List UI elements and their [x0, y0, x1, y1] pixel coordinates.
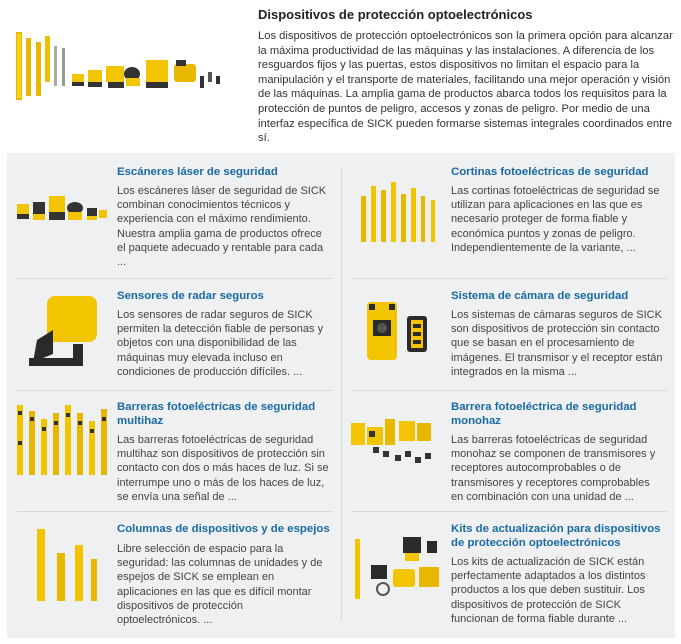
intro-section — [0, 0, 681, 150]
multibeam-title[interactable]: Barreras fotoeléctricas de seguridad multihaz — [117, 401, 316, 427]
radar-sensors-title[interactable]: Sensores de radar seguros — [117, 290, 264, 302]
row-divider — [351, 511, 667, 512]
multibeam-image — [13, 401, 111, 481]
singlebeam-title[interactable]: Barrera fotoeléctrica de seguridad monohaz — [451, 401, 637, 427]
radar-sensor-image — [13, 290, 111, 370]
upgrade-kits-image — [347, 523, 445, 603]
singlebeam-image — [347, 401, 445, 481]
light-curtains-description: Las cortinas fotoeléctricas de seguridad se utilizan para aplicaciones en las que es necesario proteger de forma fiable y económica puntos y zonas de peligro. Independientemente de la variante, ... — [451, 185, 660, 254]
radar-sensors-description: Los sensores de radar seguros de SICK permiten la detección fiable de personas y objetos con una disponibilidad de las máquinas muy elevada incluso en condiciones de producción difíciles. ... — [117, 309, 324, 378]
column-divider — [341, 167, 342, 621]
row-divider — [17, 278, 333, 279]
camera-system-image — [347, 290, 445, 370]
light-curtains-image — [347, 166, 445, 246]
upgrade-kits-description: Los kits de actualización de SICK están perfectamente adaptados a los distintos productos a los que deben sustituir. Los dispositivos de protección de SICK funcionan de forma fiable durante ... — [451, 556, 646, 625]
laser-scanners-image — [13, 166, 111, 246]
light-curtains-title[interactable]: Cortinas fotoeléctricas de seguridad — [451, 166, 649, 178]
camera-system-description: Los sistemas de cámaras seguros de SICK son dispositivos de protección sin contacto que se basan en el procesamiento de imágenes. El transmisor y el receptor están integrados en la misma ... — [451, 309, 663, 378]
row-divider — [17, 390, 333, 391]
singlebeam-description: Las barreras fotoeléctricas de seguridad monohaz se componen de transmisores y receptores autocomprobables o de transmisores y receptores comprobables en combinación con una unidad de ... — [451, 434, 656, 503]
category-grid — [7, 153, 675, 638]
row-divider — [351, 390, 667, 391]
laser-scanners-title[interactable]: Escáneres láser de seguridad — [117, 166, 278, 178]
laser-scanners-description: Los escáneres láser de seguridad de SICK combinan conocimientos técnicos y experiencia con el máximo rendimiento. Nuestra amplia gama de productos ofrece el paquete adecuado y rentable para cada ... — [117, 185, 327, 269]
row-divider — [17, 511, 333, 512]
columns-mirrors-image — [13, 523, 111, 603]
multibeam-description: Las barreras fotoeléctricas de seguridad multihaz son dispositivos de protección sin contacto con dos o más haces de luz. Si se interrumpe uno o más de los haces de luz, se envía una señal de ... — [117, 434, 329, 503]
page-title: Dispositivos de protección optoelectrónicos — [258, 7, 533, 22]
product-family-image — [14, 30, 242, 112]
columns-mirrors-description: Libre selección de espacio para la seguridad: las columnas de unidades y de espejos de SICK se emplean en aplicaciones en las que es difícil montar dispositivos de protección optoelectrónicos. ... — [117, 543, 323, 627]
upgrade-kits-title[interactable]: Kits de actualización para dispositivos de protección optoelectrónicos — [451, 523, 661, 549]
row-divider — [351, 278, 667, 279]
intro-paragraph: Los dispositivos de protección optoelectrónicos son la primera opción para alcanzar la máxima productividad de las máquinas y las instalaciones. A diferencia de los resguardos fijos y las puertas, estos dispositivos no limitan el espacio para la manipulación y el transporte de materiales, facilitando una mejor operación y visión de las máquinas. La amplia gama de productos abarca todos los requisitos para la protección de puntos de peligro, accesos y zonas de peligro. Por medio de una interfaz específica de SICK pueden formarse sistemas integrales coordinados entre sí. — [258, 30, 673, 145]
columns-mirrors-title[interactable]: Columnas de dispositivos y de espejos — [117, 523, 330, 535]
camera-system-title[interactable]: Sistema de cámara de seguridad — [451, 290, 629, 302]
